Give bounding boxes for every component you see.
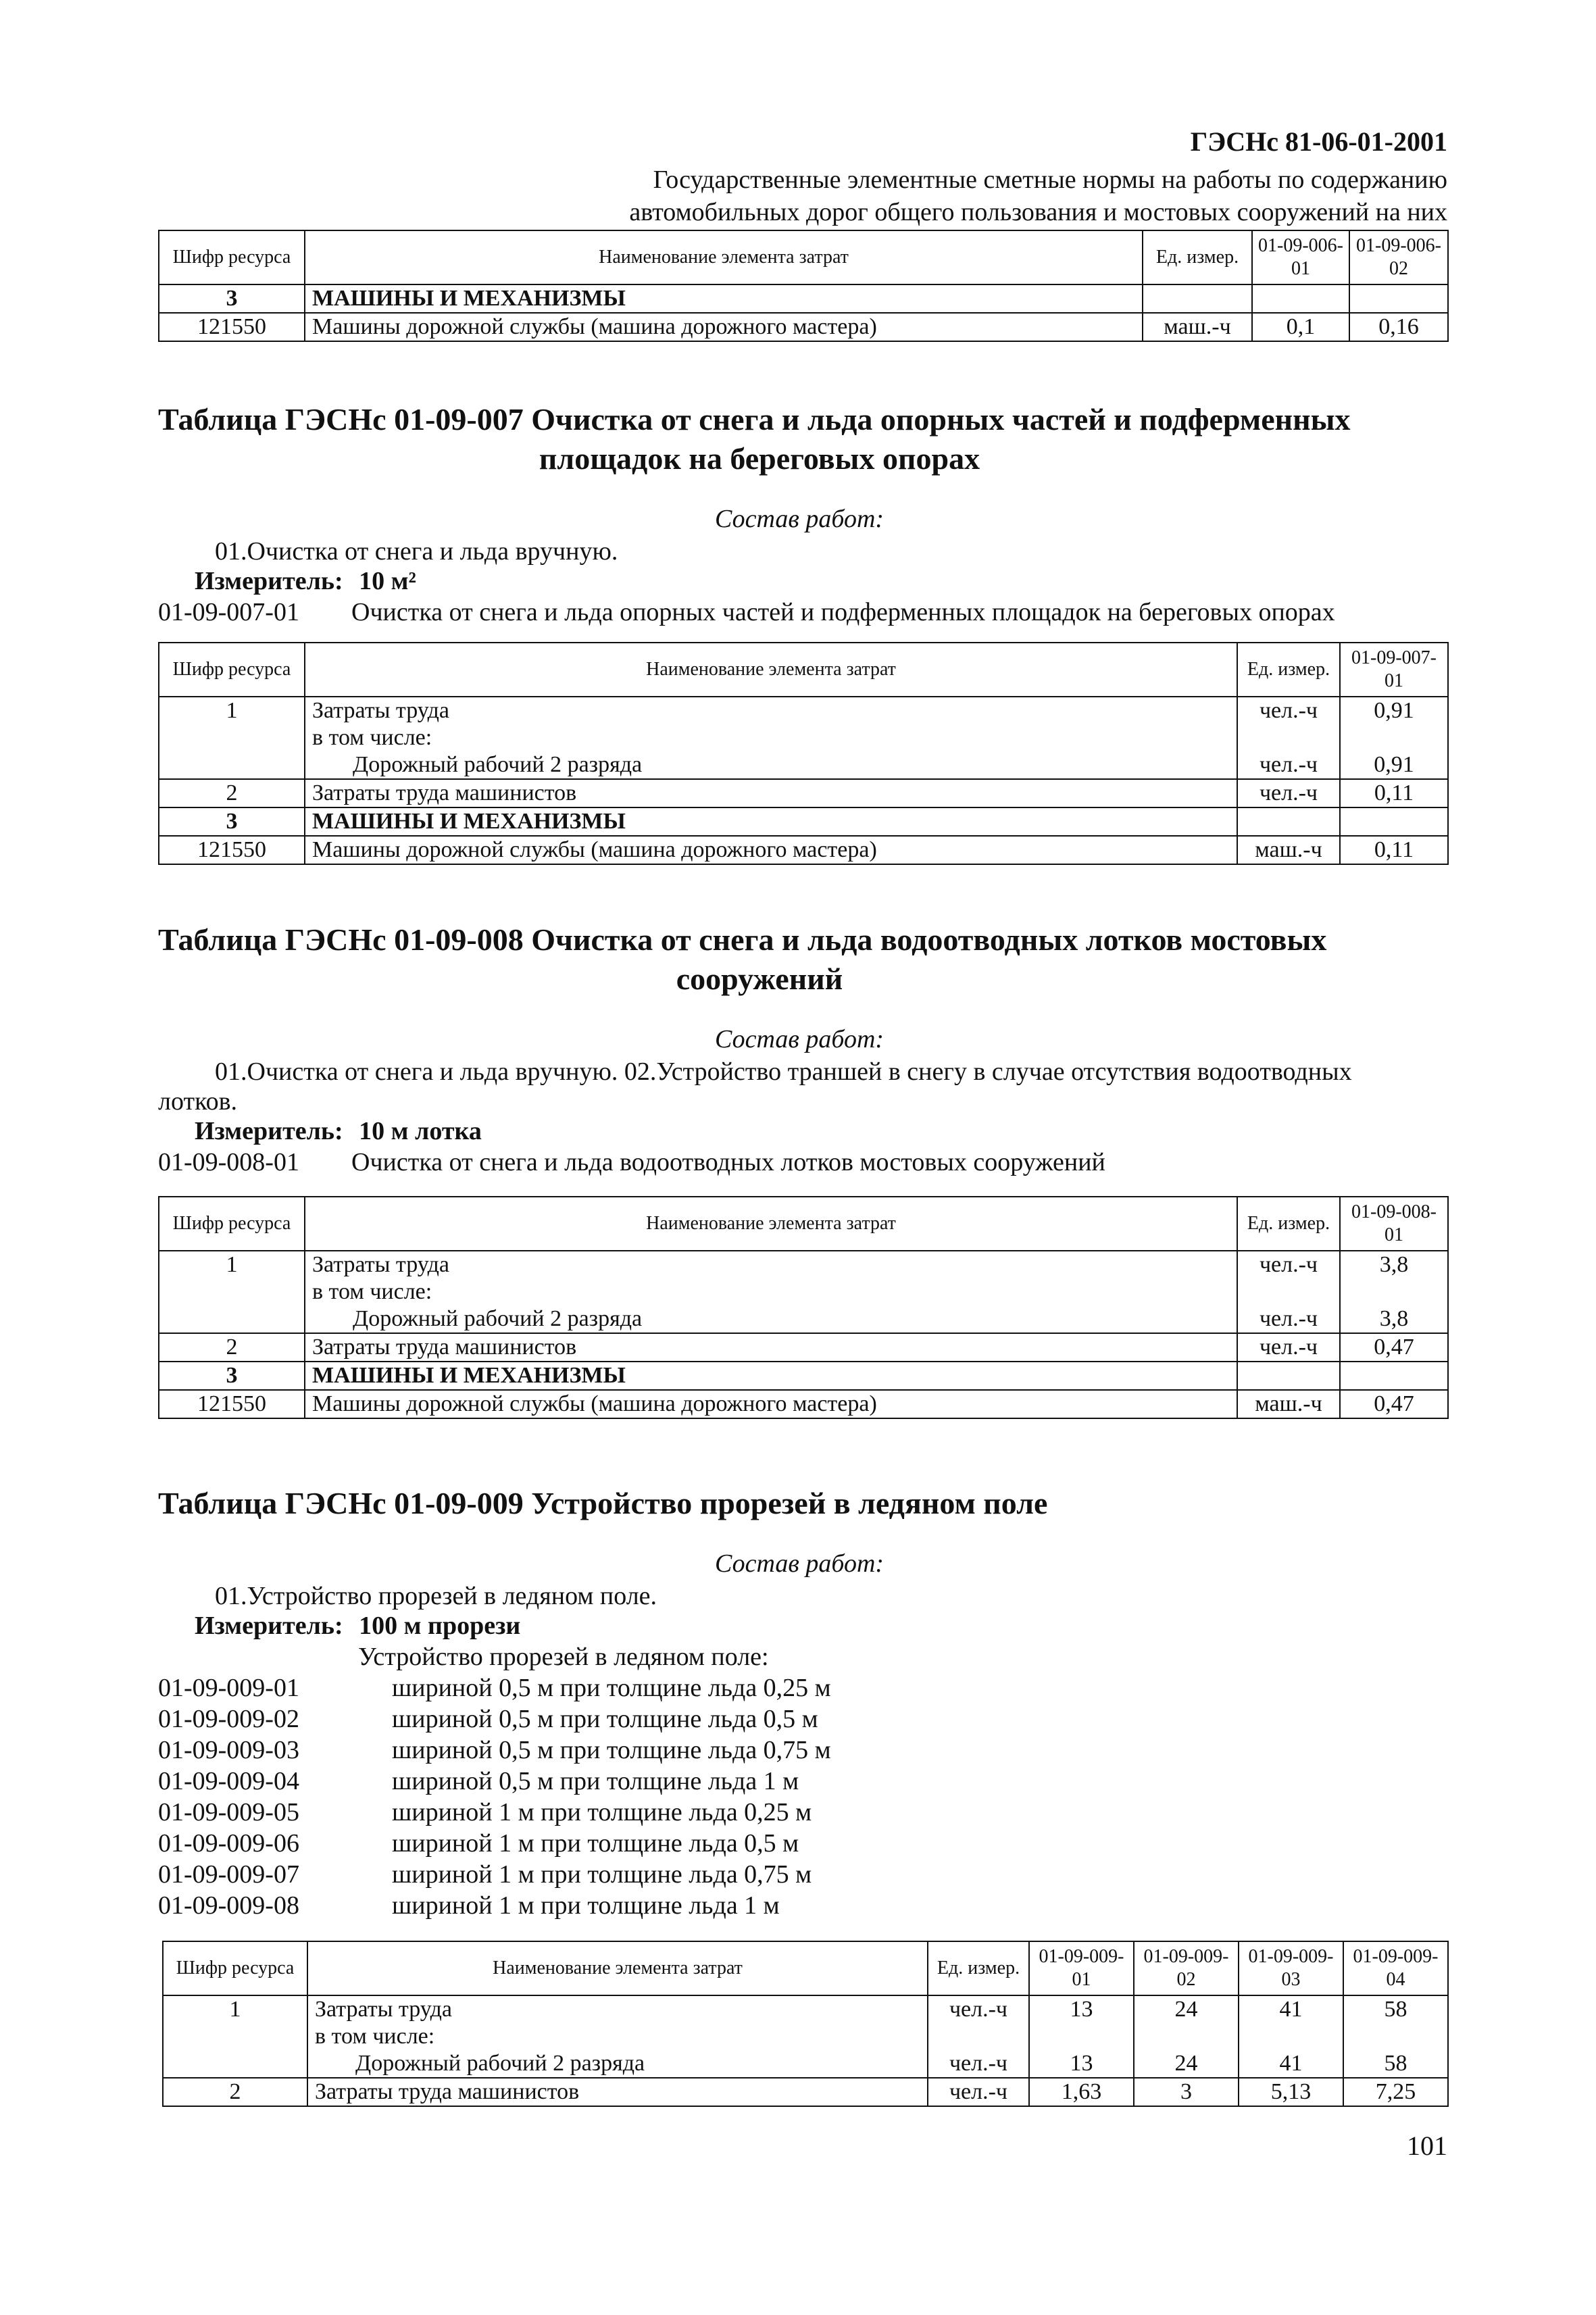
table-006-continuation bbox=[158, 230, 1449, 342]
work-item: 01.Очистка от снега и льда вручную. 02.Устройство траншей в снегу в случае отсутствия водоотводных bbox=[215, 1057, 1352, 1086]
cell-name: Машины дорожной службы (машина дорожного мастера) bbox=[305, 836, 1237, 864]
col-header-code: Шифр ресурса bbox=[159, 643, 305, 697]
cell-name: Затраты труда машинистов bbox=[305, 1333, 1237, 1362]
cell-text: чел.-ч bbox=[1259, 752, 1318, 777]
col-header-norm: 01-09-009-04 bbox=[1343, 1941, 1448, 1995]
table-row bbox=[163, 1995, 1448, 2078]
cell-value bbox=[1239, 1995, 1343, 2078]
norm-code: 01-09-009-08 bbox=[158, 1891, 299, 1920]
norm-code: 01-09-009-02 bbox=[158, 1705, 299, 1733]
norm-description: шириной 1 м при толщине льда 0,75 м bbox=[392, 1860, 812, 1889]
cell-name bbox=[305, 697, 1237, 779]
work-composition-label: Состав работ: bbox=[715, 1025, 884, 1053]
norm-code: 01-09-007-01 bbox=[158, 598, 299, 626]
work-item: 01.Устройство прорезей в ледяном поле. bbox=[215, 1582, 657, 1610]
col-header-norm: 01-09-006-01 bbox=[1252, 230, 1349, 284]
col-header-code: Шифр ресурса bbox=[159, 1197, 305, 1251]
cell-value: 0,1 bbox=[1252, 313, 1349, 341]
table-row bbox=[159, 313, 1448, 341]
cell-code: 121550 bbox=[159, 1390, 305, 1418]
table-row bbox=[159, 284, 1448, 313]
cell-value: 0,47 bbox=[1340, 1333, 1448, 1362]
cell-text: 3,8 bbox=[1379, 1252, 1409, 1277]
norm-description: Очистка от снега и льда водоотводных лотков мостовых сооружений bbox=[351, 1148, 1105, 1176]
cell-value bbox=[1340, 807, 1448, 836]
title-line: площадок на береговых опорах bbox=[539, 441, 980, 476]
cell-unit: маш.-ч bbox=[1143, 313, 1252, 341]
norm-description: шириной 1 м при толщине льда 0,5 м bbox=[392, 1829, 799, 1858]
col-header-norm: 01-09-008-01 bbox=[1340, 1197, 1448, 1251]
cell-name: МАШИНЫ И МЕХАНИЗМЫ bbox=[305, 1362, 1237, 1390]
cell-code: 121550 bbox=[159, 313, 305, 341]
work-composition-label: Состав работ: bbox=[715, 1549, 884, 1578]
cell-code: 1 bbox=[159, 1251, 305, 1333]
cell-unit: маш.-ч bbox=[1237, 1390, 1340, 1418]
col-header-norm: 01-09-007-01 bbox=[1340, 643, 1448, 697]
cell-value: 5,13 bbox=[1239, 2078, 1343, 2106]
work-composition-label: Состав работ: bbox=[715, 505, 884, 533]
cell-value: 0,11 bbox=[1340, 836, 1448, 864]
cell-text: Дорожный рабочий 2 разряда bbox=[353, 752, 643, 777]
col-header-unit: Ед. измер. bbox=[1237, 1197, 1340, 1251]
col-header-name: Наименование элемента затрат bbox=[305, 643, 1237, 697]
cell-text: Дорожный рабочий 2 разряда bbox=[355, 2051, 645, 2076]
norm-description: шириной 0,5 м при толщине льда 1 м bbox=[392, 1767, 799, 1795]
table-009 bbox=[162, 1941, 1449, 2107]
cell-text: 0,91 bbox=[1374, 698, 1414, 723]
norm-code: 01-09-009-04 bbox=[158, 1767, 299, 1795]
measure-label: Измеритель: bbox=[195, 567, 343, 595]
cell-unit bbox=[1237, 697, 1340, 779]
document-title-line-2: автомобильных дорог общего пользования и мостовых сооружений на них bbox=[629, 198, 1447, 226]
norm-code: 01-09-009-07 bbox=[158, 1860, 299, 1889]
cell-value bbox=[1134, 1995, 1239, 2078]
table-row bbox=[159, 1251, 1448, 1333]
cell-name bbox=[307, 1995, 928, 2078]
cell-code: 3 bbox=[159, 284, 305, 313]
title-line: сооружений bbox=[676, 962, 843, 996]
norms-intro: Устройство прорезей в ледяном поле: bbox=[358, 1643, 769, 1671]
cell-text: 13 bbox=[1070, 1997, 1093, 2022]
cell-code: 3 bbox=[159, 1362, 305, 1390]
cell-text: 0,91 bbox=[1374, 752, 1414, 777]
measure-label: Измеритель: bbox=[195, 1117, 343, 1145]
cell-code: 1 bbox=[163, 1995, 307, 2078]
table-008 bbox=[158, 1196, 1449, 1419]
table-007-title bbox=[158, 400, 1442, 478]
cell-name: Затраты труда машинистов bbox=[307, 2078, 928, 2106]
col-header-norm: 01-09-009-01 bbox=[1029, 1941, 1134, 1995]
cell-text: Затраты труда bbox=[312, 1252, 450, 1277]
cell-code: 1 bbox=[159, 697, 305, 779]
cell-text: Затраты труда bbox=[315, 1997, 453, 2022]
cell-unit bbox=[1143, 284, 1252, 313]
cell-name: Машины дорожной службы (машина дорожного мастера) bbox=[305, 313, 1143, 341]
col-header-norm: 01-09-006-02 bbox=[1349, 230, 1448, 284]
cell-code: 2 bbox=[159, 1333, 305, 1362]
title-line: Таблица ГЭСНс 01-09-007 Очистка от снега и льда опорных частей и подферменных bbox=[158, 402, 1351, 437]
cell-unit bbox=[1237, 1251, 1340, 1333]
norm-description: шириной 1 м при толщине льда 1 м bbox=[392, 1891, 780, 1920]
measure-value: 10 м лотка bbox=[359, 1117, 482, 1145]
col-header-code: Шифр ресурса bbox=[159, 230, 305, 284]
norm-description: шириной 0,5 м при толщине льда 0,5 м bbox=[392, 1705, 818, 1733]
table-row bbox=[163, 2078, 1448, 2106]
cell-text: 58 bbox=[1384, 2051, 1407, 2076]
cell-value bbox=[1252, 284, 1349, 313]
cell-value: 1,63 bbox=[1029, 2078, 1134, 2106]
cell-text: 3,8 bbox=[1379, 1306, 1409, 1331]
cell-text: 41 bbox=[1279, 1997, 1303, 2022]
cell-text: 24 bbox=[1174, 2051, 1198, 2076]
cell-text: 58 bbox=[1384, 1997, 1407, 2022]
document-code: ГЭСНс 81-06-01-2001 bbox=[1190, 126, 1447, 157]
cell-unit bbox=[1237, 807, 1340, 836]
cell-code: 3 bbox=[159, 807, 305, 836]
norm-code: 01-09-009-01 bbox=[158, 1674, 299, 1702]
table-row bbox=[159, 779, 1448, 807]
cell-text: чел.-ч bbox=[1259, 1252, 1318, 1277]
cell-value: 3 bbox=[1134, 2078, 1239, 2106]
work-item: 01.Очистка от снега и льда вручную. bbox=[215, 537, 618, 566]
cell-value bbox=[1349, 284, 1448, 313]
norm-code: 01-09-009-03 bbox=[158, 1736, 299, 1764]
cell-text: в том числе: bbox=[312, 1279, 432, 1304]
cell-name bbox=[305, 1251, 1237, 1333]
norm-description: шириной 1 м при толщине льда 0,25 м bbox=[392, 1798, 812, 1826]
cell-value: 0,11 bbox=[1340, 779, 1448, 807]
norm-code: 01-09-008-01 bbox=[158, 1148, 299, 1176]
norm-code: 01-09-009-06 bbox=[158, 1829, 299, 1858]
table-row bbox=[159, 836, 1448, 864]
cell-value bbox=[1343, 1995, 1448, 2078]
cell-unit: чел.-ч bbox=[928, 2078, 1029, 2106]
cell-unit: чел.-ч bbox=[1237, 779, 1340, 807]
cell-name: МАШИНЫ И МЕХАНИЗМЫ bbox=[305, 807, 1237, 836]
cell-text: 41 bbox=[1279, 2051, 1303, 2076]
cell-unit: маш.-ч bbox=[1237, 836, 1340, 864]
col-header-name: Наименование элемента затрат bbox=[307, 1941, 928, 1995]
norm-description: шириной 0,5 м при толщине льда 0,75 м bbox=[392, 1736, 831, 1764]
cell-text: 24 bbox=[1174, 1997, 1198, 2022]
cell-code: 2 bbox=[159, 779, 305, 807]
cell-code: 121550 bbox=[159, 836, 305, 864]
cell-name: Машины дорожной службы (машина дорожного мастера) bbox=[305, 1390, 1237, 1418]
measure-value: 10 м² bbox=[359, 567, 416, 595]
measure-value: 100 м прорези bbox=[359, 1612, 521, 1640]
cell-text: чел.-ч bbox=[949, 1997, 1008, 2022]
cell-value: 0,16 bbox=[1349, 313, 1448, 341]
cell-text: чел.-ч bbox=[1259, 1306, 1318, 1331]
measure bbox=[195, 1116, 482, 1146]
norm-description: шириной 0,5 м при толщине льда 0,25 м bbox=[392, 1674, 831, 1702]
cell-text: 13 bbox=[1070, 2051, 1093, 2076]
cell-text: Дорожный рабочий 2 разряда bbox=[353, 1306, 643, 1331]
cell-unit bbox=[1237, 1362, 1340, 1390]
col-header-unit: Ед. измер. bbox=[1143, 230, 1252, 284]
cell-value bbox=[1340, 1362, 1448, 1390]
col-header-code: Шифр ресурса bbox=[163, 1941, 307, 1995]
table-row bbox=[159, 1390, 1448, 1418]
table-row bbox=[159, 1333, 1448, 1362]
cell-name: Затраты труда машинистов bbox=[305, 779, 1237, 807]
measure bbox=[195, 566, 416, 596]
cell-text: чел.-ч bbox=[949, 2051, 1008, 2076]
title-line: Таблица ГЭСНс 01-09-008 Очистка от снега и льда водоотводных лотков мостовых bbox=[158, 922, 1327, 957]
cell-text: в том числе: bbox=[315, 2024, 435, 2049]
cell-unit: чел.-ч bbox=[1237, 1333, 1340, 1362]
work-item-continued: лотков. bbox=[158, 1087, 238, 1116]
table-008-title bbox=[158, 920, 1442, 999]
measure bbox=[195, 1611, 520, 1641]
col-header-norm: 01-09-009-02 bbox=[1134, 1941, 1239, 1995]
cell-text: в том числе: bbox=[312, 725, 432, 750]
cell-value bbox=[1340, 1251, 1448, 1333]
norm-description: Очистка от снега и льда опорных частей и подферменных площадок на береговых опорах bbox=[351, 598, 1335, 626]
measure-label: Измеритель: bbox=[195, 1612, 343, 1640]
cell-value bbox=[1340, 697, 1448, 779]
table-row bbox=[159, 697, 1448, 779]
document-title-line-1: Государственные элементные сметные нормы на работы по содержанию bbox=[653, 166, 1447, 194]
cell-text: чел.-ч bbox=[1259, 698, 1318, 723]
table-row bbox=[159, 807, 1448, 836]
cell-name: МАШИНЫ И МЕХАНИЗМЫ bbox=[305, 284, 1143, 313]
table-009-title bbox=[158, 1484, 1442, 1523]
table-007 bbox=[158, 642, 1449, 865]
cell-value: 0,47 bbox=[1340, 1390, 1448, 1418]
norm-code: 01-09-009-05 bbox=[158, 1798, 299, 1826]
page-number: 101 bbox=[1407, 2131, 1447, 2161]
cell-value: 7,25 bbox=[1343, 2078, 1448, 2106]
title-line: Таблица ГЭСНс 01-09-009 Устройство прорезей в ледяном поле bbox=[158, 1486, 1048, 1520]
cell-unit bbox=[928, 1995, 1029, 2078]
table-row bbox=[159, 1362, 1448, 1390]
cell-text: Затраты труда bbox=[312, 698, 450, 723]
col-header-name: Наименование элемента затрат bbox=[305, 1197, 1237, 1251]
col-header-name: Наименование элемента затрат bbox=[305, 230, 1143, 284]
col-header-unit: Ед. измер. bbox=[928, 1941, 1029, 1995]
cell-value bbox=[1029, 1995, 1134, 2078]
col-header-unit: Ед. измер. bbox=[1237, 643, 1340, 697]
col-header-norm: 01-09-009-03 bbox=[1239, 1941, 1343, 1995]
cell-code: 2 bbox=[163, 2078, 307, 2106]
